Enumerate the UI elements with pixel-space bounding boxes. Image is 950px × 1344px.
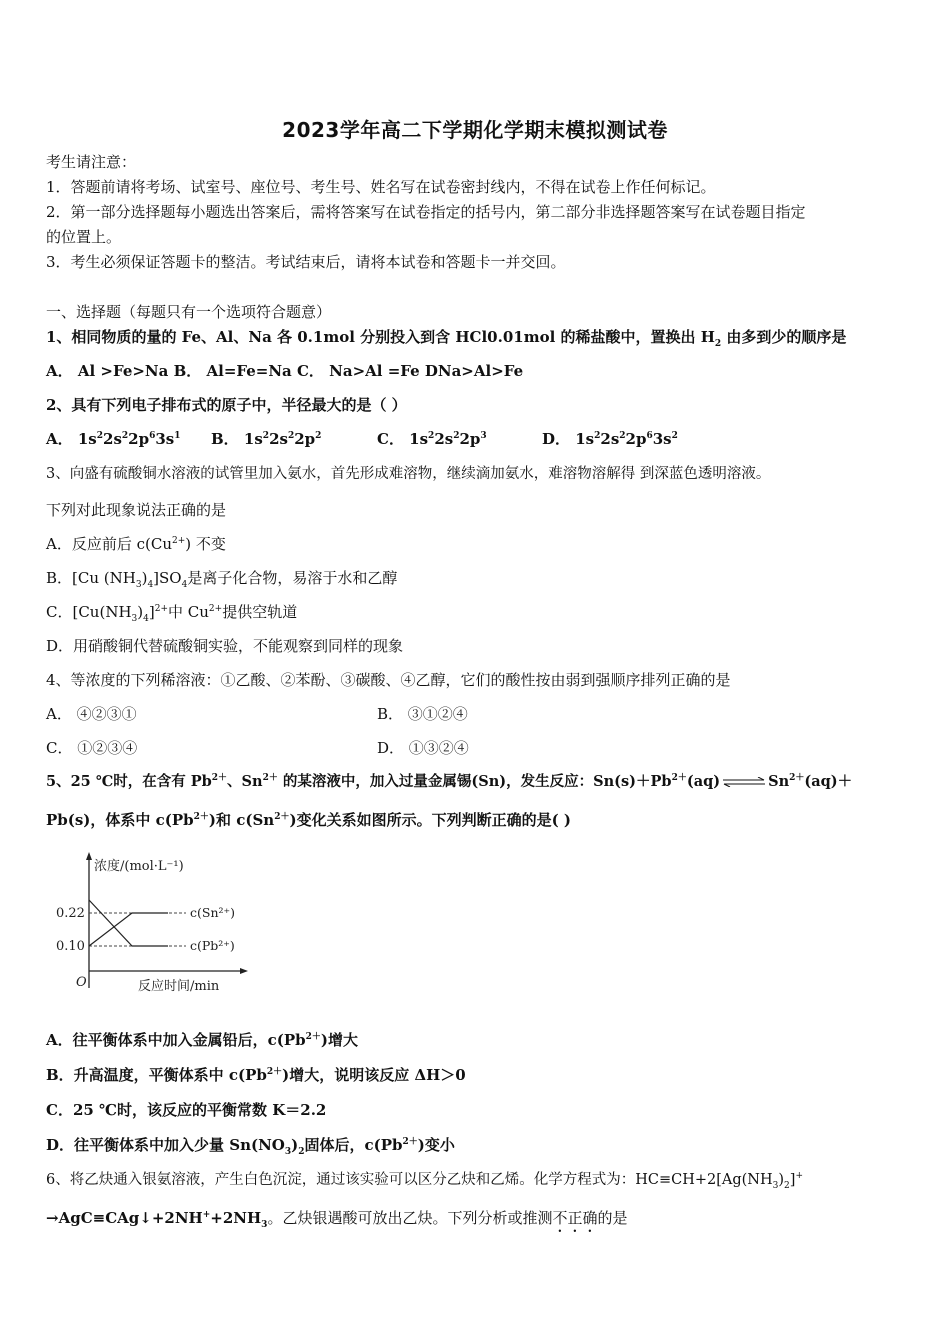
series-sn-rise [89, 913, 132, 946]
y-axis-label: 浓度/(mol·L⁻¹) [94, 859, 184, 874]
question-5-option-a: A．往平衡体系中加入金属铅后，$c(Pb^{2+})$增大 [46, 1031, 359, 1049]
question-6-stem-1: 6、将乙炔通入银氨溶液，产生白色沉淀，通过该实验可以区分乙炔和乙烯。化学方程式为：$HC\equiv CH+2[Ag(NH_3)_2]^+$ [46, 1171, 803, 1191]
notice-item-2-cont: 的位置上。 [46, 228, 122, 246]
question-3-option-b: B．[Cu $(NH_3)_4]SO_4$是离子化合物，易溶于水和乙醇 [46, 569, 398, 590]
x-axis-label: 反应时间/min [138, 979, 220, 994]
question-3-option-d: D．用硝酸铜代替硫酸铜实验，不能观察到同样的现象 [46, 637, 404, 655]
question-1-options: A． Al >Fe>Na B． Al=Fe=Na C． Na>Al =Fe DNa>Al>Fe [46, 362, 524, 380]
question-1-stem: 1、相同物质的量的 Fe、Al、Na 各 0.1mol 分别投入到含 HCl0.01mol 的稀盐酸中，置换出 $H_2$ 由多到少的顺序是 [46, 328, 847, 349]
notice-heading: 考生请注意： [46, 153, 137, 171]
question-3-option-a: A．反应前后 $c(Cu^{2+})$ 不变 [46, 535, 226, 553]
notice-item-3: 3．考生必须保证答题卡的整洁。考试结束后，请将本试卷和答题卡一并交回。 [46, 253, 566, 271]
concentration-chart [56, 848, 256, 998]
question-5-option-d: D．往平衡体系中加入少量 $Sn(NO_3)_2$固体后，$c(Pb^{2+})$变小 [46, 1136, 455, 1157]
question-4-option-c: C． ①②③④ [46, 739, 138, 757]
question-2-option-a: A． $1s^22s^22p^63s^1$ [46, 430, 181, 448]
question-5-stem-1: 5、25 ℃时，在含有 $Pb^{2+}$、$Sn^{2+}$ 的某溶液中，加入过量金属锡(Sn)，发生反应：$Sn(s)+Pb^{2+}(aq)$ $Sn^{2+}(aq)+$ [46, 773, 853, 790]
section-heading: 一、选择题（每题只有一个选项符合题意） [46, 303, 332, 321]
series-label-sn: c(Sn²⁺) [190, 905, 235, 920]
question-2-stem: 2、具有下列电子排布式的原子中，半径最大的是（ ） [46, 396, 407, 414]
question-5-option-b: B．升高温度，平衡体系中 $c(Pb^{2+})$增大，说明该反应 ΔH＞0 [46, 1066, 466, 1084]
question-2-option-b: B． $1s^22s^22p^2$ [211, 430, 322, 448]
origin-label: O [76, 975, 87, 990]
equilibrium-arrow-icon [722, 777, 766, 787]
question-5-stem-2: Pb(s)，体系中 $c(Pb^{2+})$和 $c(Sn^{2+})$变化关系如图所示。下列判断正确的是( ) [46, 811, 571, 829]
question-3-option-c: C．$[Cu(NH_3)_4]^{2+}$中 $Cu^{2+}$提供空轨道 [46, 603, 298, 624]
question-3-stem-1: 3、向盛有硫酸铜水溶液的试管里加入氨水，首先形成难溶物，继续滴加氨水，难溶物溶解得 到深蓝色透明溶液。 [46, 466, 771, 482]
question-2-option-d: D． $1s^22s^22p^63s^2$ [542, 430, 678, 448]
notice-item-1: 1．答题前请将考场、试室号、座位号、考生号、姓名写在试卷密封线内，不得在试卷上作任何标记。 [46, 178, 716, 196]
question-4-option-a: A． ④②③① [46, 705, 137, 723]
question-4-option-d: D． ①③②④ [377, 739, 469, 757]
y-tick-label-high: 0.22 [56, 906, 85, 921]
question-2-option-c: C． $1s^22s^22p^3$ [377, 430, 487, 448]
series-pb-fall [89, 900, 132, 946]
y-tick-label-low: 0.10 [56, 939, 85, 954]
x-axis-arrow-icon [240, 968, 248, 974]
question-5-option-c: C．25 ℃时，该反应的平衡常数 K＝2.2 [46, 1101, 327, 1119]
series-label-pb: c(Pb²⁺) [190, 938, 235, 953]
question-4-option-b: B． ③①②④ [377, 705, 468, 723]
question-3-stem-2: 下列对此现象说法正确的是 [46, 501, 227, 519]
y-axis-arrow-icon [86, 852, 92, 860]
page-title: 2023学年高二下学期化学期末模拟测试卷 [282, 118, 668, 142]
notice-item-2: 2．第一部分选择题每小题选出答案后，需将答案写在试卷指定的括号内，第二部分非选择题答案写在试卷题目指定 [46, 203, 806, 221]
question-4-stem: 4、等浓度的下列稀溶液：①乙酸、②苯酚、③碳酸、④乙醇，它们的酸性按由弱到强顺序排列正确的是 [46, 671, 731, 689]
question-6-stem-2: $\to AgC\equiv CAg↓+2NH^++2NH_3$。乙炔银遇酸可放出乙炔。下列分析或推测不正确的是 [46, 1209, 628, 1230]
